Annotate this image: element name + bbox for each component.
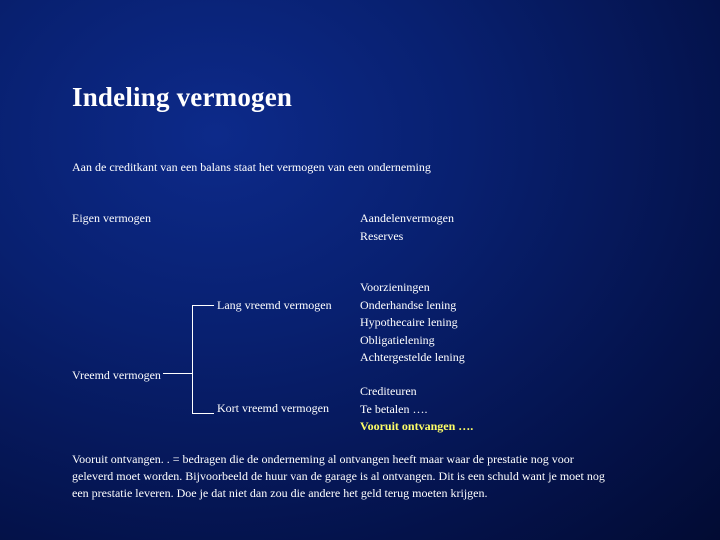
explanation-note: Vooruit ontvangen. . = bedragen die de onderneming al ontvangen heeft maar waar de prestatie nog voor geleverd moet worden. Bijvoorbeeld de huur van de garage is al ontvangen. Dit is een schuld want je moet nog een prestatie leveren. Doe je dat niet dan zou die andere het geld terug moeten krijgen. (72, 452, 605, 500)
list-item: Achtergestelde lening (360, 350, 465, 364)
intro-text: Aan de creditkant van een balans staat het vermogen van een onderneming (72, 160, 431, 174)
connector-line (192, 305, 214, 306)
eigen-vermogen-label: Eigen vermogen (72, 211, 151, 225)
connector-line (192, 305, 193, 414)
eigen-vermogen-list (360, 210, 454, 245)
slide-title: Indeling vermogen (72, 82, 293, 112)
list-item: Hypothecaire lening (360, 315, 458, 329)
list-item: Reserves (360, 228, 404, 243)
list-item: Te betalen …. (360, 401, 428, 416)
kort-vreemd-vermogen-label: Kort vreemd vermogen (217, 401, 329, 415)
list-item: Crediteuren (360, 384, 417, 398)
vreemd-vermogen-label: Vreemd vermogen (72, 368, 161, 382)
connector-line (163, 373, 192, 374)
connector-line (192, 413, 214, 414)
list-item: Onderhandse lening (360, 297, 457, 312)
kort-vreemd-vermogen-list (360, 383, 473, 436)
list-item: Voorzieningen (360, 280, 430, 294)
list-item: Aandelenvermogen (360, 211, 454, 225)
highlighted-list-item: Vooruit ontvangen …. (360, 419, 474, 433)
lang-vreemd-vermogen-list (360, 279, 465, 367)
lang-vreemd-vermogen-label: Lang vreemd vermogen (217, 298, 332, 312)
list-item: Obligatielening (360, 332, 435, 347)
